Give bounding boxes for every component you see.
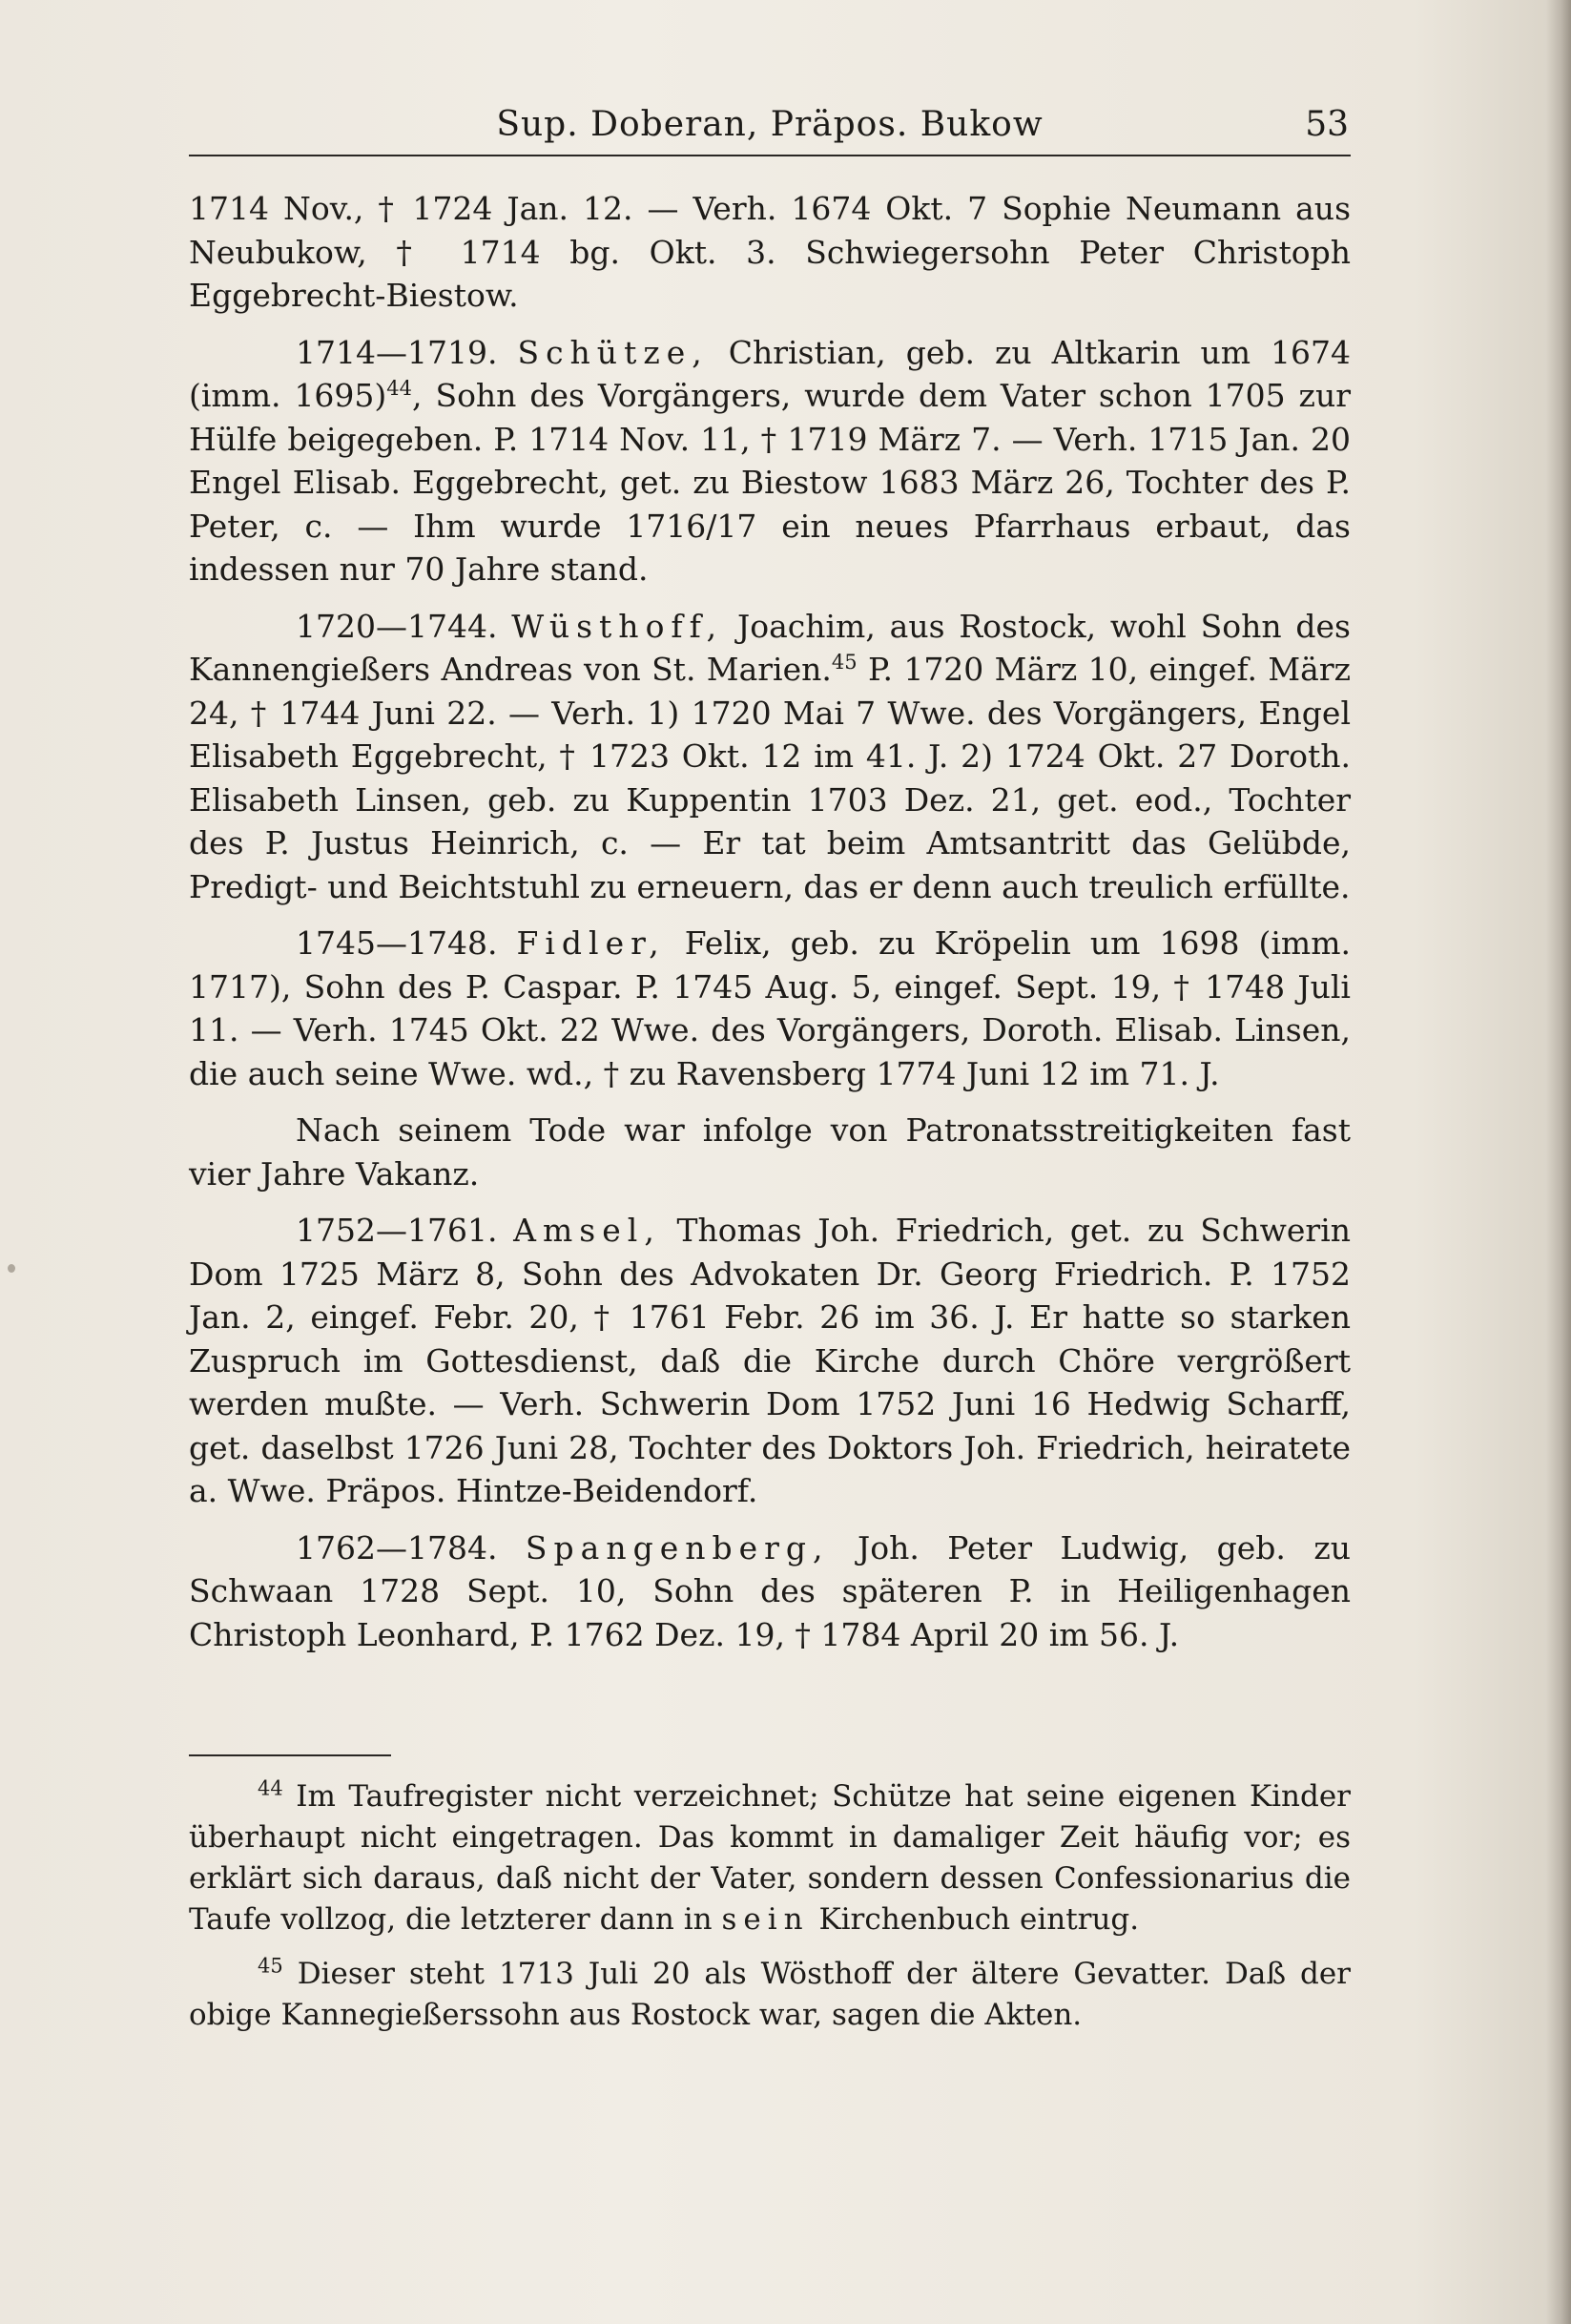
entry-name: Fidler, bbox=[516, 924, 666, 962]
entry-years: 1762—1784. bbox=[296, 1528, 498, 1567]
entry-name: Wüsthoff, bbox=[511, 607, 724, 645]
entry-text: Joachim, aus Rostock, wohl Sohn des Kannengießers Andreas von St. Marien. bbox=[189, 607, 1351, 688]
entry-wuesthoff bbox=[189, 605, 1351, 909]
entry-text: Felix, geb. zu Kröpelin um 1698 (imm. 1717), Sohn des P. Caspar. P. 1745 Aug. 5, eingef. Sept. 19, † 1748 Juli 11. — Verh. 1745 Okt. 22 Wwe. des Vorgängers, Doroth. Elisab. Linsen, die auch seine Wwe. wd., † zu Ravensberg 1774 Juni 12 im 71. J. bbox=[189, 924, 1351, 1092]
entry-name: Schütze, bbox=[517, 333, 709, 371]
entry-spangenberg bbox=[189, 1526, 1351, 1657]
footnote-text-cont: Kirchenbuch eintrug. bbox=[809, 1902, 1140, 1937]
paper-spot bbox=[8, 1264, 15, 1273]
main-text bbox=[189, 187, 1351, 1670]
footnote-ref[interactable]: 45 bbox=[831, 651, 858, 674]
paragraph-text: Nach seinem Tode war infolge von Patronatsstreitigkeiten fast vier Jahre Vakanz. bbox=[189, 1111, 1351, 1193]
entry-text-cont: P. 1720 März 10, eingef. März 24, † 1744 Juni 22. — Verh. 1) 1720 Mai 7 Wwe. des Vorgängers, Engel Elisabeth Eggebrecht, † 1723 Okt. 12 im 41. J. 2) 1724 Okt. 27 Doroth. Elisabeth Linsen, geb. zu Kuppentin 1703 Dez. 21, get. eod., Tochter des P. Justus Heinrich, c. — Er tat beim Amtsantritt das Gelübde, Predigt- und Beichtstuhl zu erneuern, das er denn auch treulich erfüllte. bbox=[189, 651, 1351, 905]
entry-years: 1720—1744. bbox=[296, 607, 498, 645]
header-title: Sup. Doberan, Präpos. Bukow bbox=[496, 105, 1044, 144]
entry-schuetze bbox=[189, 331, 1351, 591]
footnote-text: Im Taufregister nicht verzeichnet; Schütze hat seine eigenen Kinder überhaupt nicht eingetragen. Das kommt in damaliger Zeit häufig vor; es erklärt sich daraus, daß nicht der Vater, sondern dessen Confessionarius die Taufe vollzog, die letzterer dann in bbox=[189, 1779, 1351, 1937]
footnote-mark: 45 bbox=[258, 1954, 283, 1978]
paragraph-vakanz bbox=[189, 1109, 1351, 1195]
footnote-mark: 44 bbox=[258, 1776, 283, 1800]
paragraph-text: 1714 Nov., † 1724 Jan. 12. — Verh. 1674 Okt. 7 Sophie Neumann aus Neubukow, † 1714 bg. Okt. 3. Schwiegersohn Peter Christoph Eggebrecht-Biestow. bbox=[189, 190, 1351, 314]
paragraph-continuation bbox=[189, 187, 1351, 318]
footnote-text: Dieser steht 1713 Juli 20 als Wösthoff der ältere Gevatter. Daß der obige Kannegießerssohn aus Rostock war, sagen die Akten. bbox=[189, 1957, 1351, 2032]
entry-amsel bbox=[189, 1209, 1351, 1513]
footnotes bbox=[189, 1776, 1351, 2049]
entry-text: Christian, geb. zu Altkarin um 1674 (imm. 1695) bbox=[189, 333, 1351, 414]
header-rule bbox=[189, 155, 1351, 156]
running-header bbox=[189, 101, 1351, 149]
footnote-rule bbox=[189, 1754, 391, 1756]
footnote-44 bbox=[189, 1776, 1351, 1940]
entry-years: 1714—1719. bbox=[296, 333, 498, 371]
entry-years: 1745—1748. bbox=[296, 924, 498, 962]
entry-text: Thomas Joh. Friedrich, get. zu Schwerin Dom 1725 März 8, Sohn des Advokaten Dr. Georg Friedrich. P. 1752 Jan. 2, eingef. Febr. 20, † 1761 Febr. 26 im 36. J. Er hatte so starken Zuspruch im Gottesdienst, daß die Kirche durch Chöre vergrößert werden mußte. — Verh. Schwerin Dom 1752 Juni 16 Hedwig Scharff, get. daselbst 1726 Juni 28, Tochter des Doktors Joh. Friedrich, heiratete a. Wwe. Präpos. Hintze-Beidendorf. bbox=[189, 1212, 1351, 1509]
entry-text-cont: , Sohn des Vorgängers, wurde dem Vater schon 1705 zur Hülfe beigegeben. P. 1714 Nov. 11, † 1719 März 7. — Verh. 1715 Jan. 20 Engel Elisab. Eggebrecht, get. zu Biestow 1683 März 26, Tochter des P. Peter, c. — Ihm wurde 1716/17 ein neues Pfarrhaus erbaut, das indessen nur 70 Jahre stand. bbox=[189, 377, 1351, 588]
page-edge-shadow bbox=[1546, 0, 1571, 2324]
entry-text: Joh. Peter Ludwig, geb. zu Schwaan 1728 Sept. 10, Sohn des späteren P. in Heiligenhagen Christoph Leonhard, P. 1762 Dez. 19, † 1784 April 20 im 56. J. bbox=[189, 1528, 1351, 1653]
entry-fidler bbox=[189, 922, 1351, 1095]
footnote-ref[interactable]: 44 bbox=[386, 377, 413, 400]
entry-name: Spangenberg, bbox=[525, 1528, 830, 1567]
footnote-emphasis: sein bbox=[721, 1902, 810, 1937]
footnote-45 bbox=[189, 1954, 1351, 2036]
page-number: 53 bbox=[1305, 105, 1349, 144]
entry-years: 1752—1761. bbox=[296, 1212, 498, 1249]
entry-name: Amsel, bbox=[513, 1212, 661, 1249]
